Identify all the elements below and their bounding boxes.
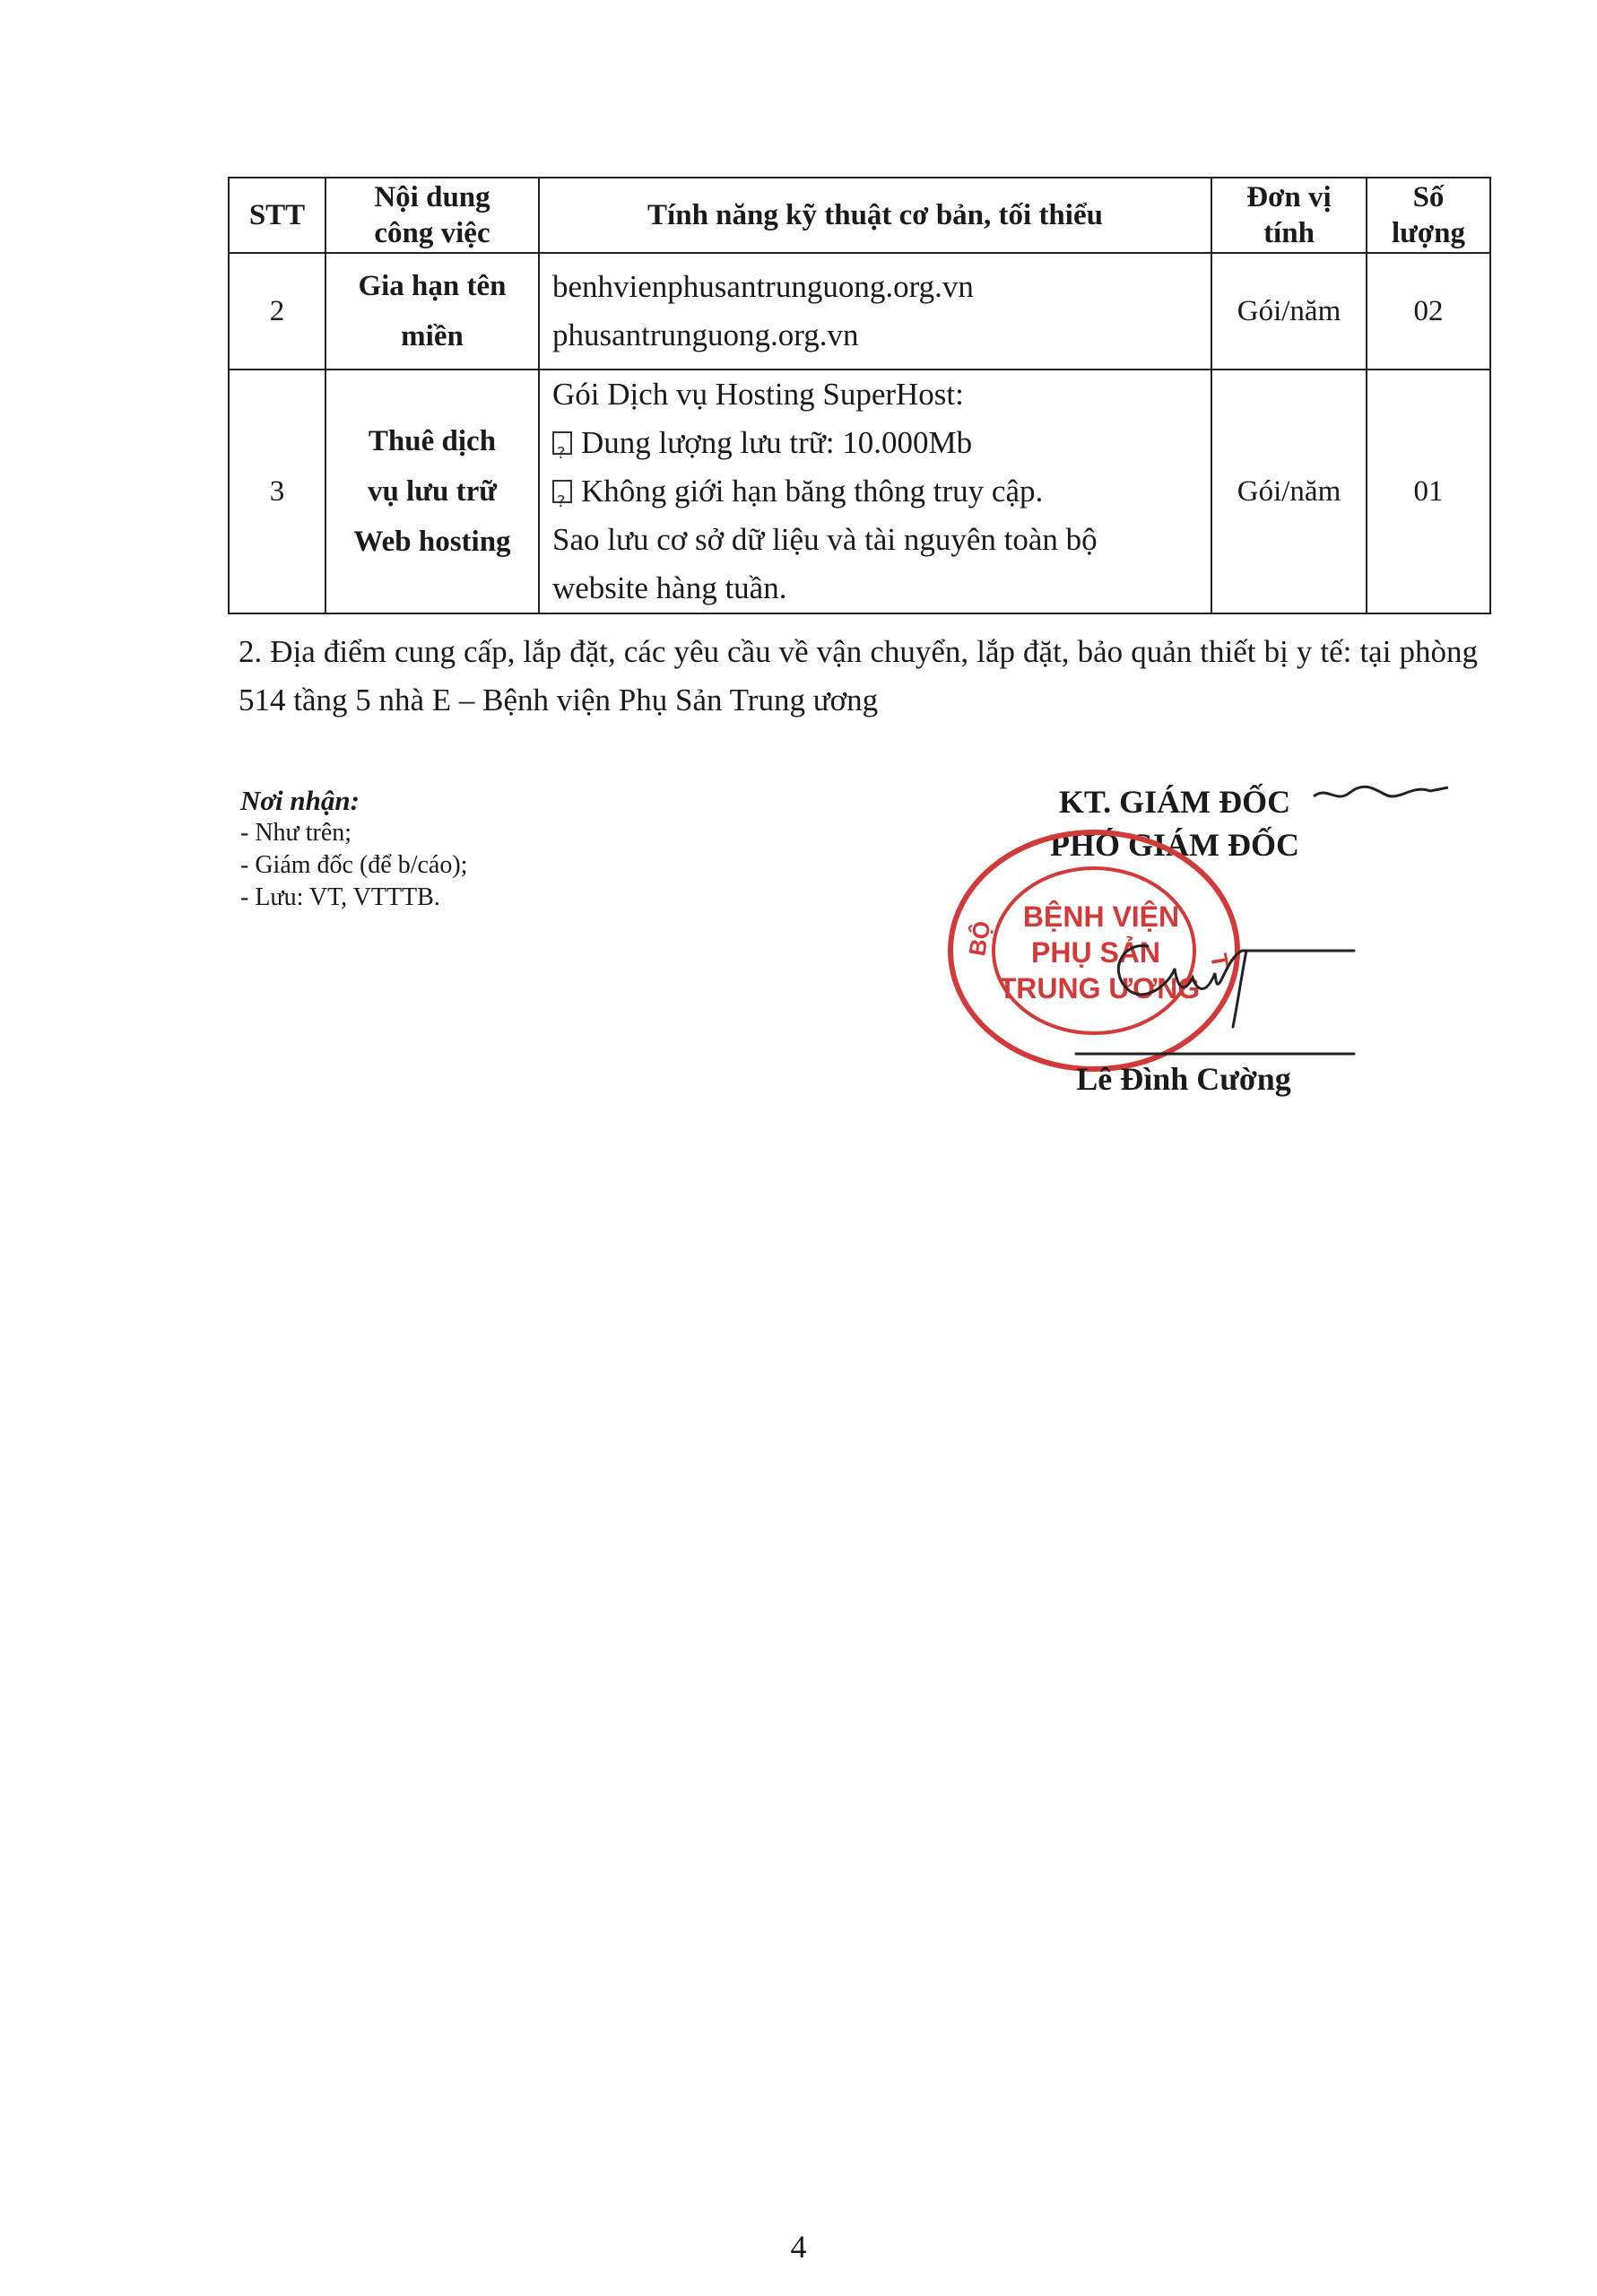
cell-unit: Gói/năm xyxy=(1211,370,1367,613)
header-task-line: công việc xyxy=(374,217,490,249)
cell-stt: 3 xyxy=(229,370,325,613)
spec-intro: Gói Dịch vụ Hosting SuperHost: xyxy=(552,377,964,412)
cell-task xyxy=(325,253,539,370)
location-paragraph: 2. Địa điểm cung cấp, lắp đặt, các yêu cầu về vận chuyển, lắp đặt, bảo quản thiết bị y tế: tại phòng 514 tầng 5 nhà E – Bệnh viện Phụ Sản Trung ương xyxy=(239,634,1478,718)
header-unit-line: Đơn vị xyxy=(1246,181,1332,213)
header-unit-line: tính xyxy=(1263,217,1315,249)
cell-task xyxy=(325,370,539,613)
stamp-line: TRUNG ƯƠNG xyxy=(998,972,1201,1004)
task-line: miền xyxy=(401,320,464,352)
header-spec: Tính năng kỹ thuật cơ bản, tối thiểu xyxy=(539,178,1211,253)
spec-bullet xyxy=(552,467,1211,516)
recipient-item: - Lưu: VT, VTTTB. xyxy=(240,883,440,911)
table-header-row xyxy=(229,178,1490,253)
stamp-line: BỆNH VIỆN xyxy=(1022,900,1180,933)
cell-unit: Gói/năm xyxy=(1211,253,1367,370)
domain-name: phusantrunguong.org.vn xyxy=(552,317,859,352)
table-row xyxy=(229,253,1490,370)
header-stt: STT xyxy=(229,178,325,253)
handwritten-signature-icon xyxy=(1058,906,1381,1085)
header-qty-line: lượng xyxy=(1391,217,1466,249)
placeholder-box-icon xyxy=(552,480,572,503)
cell-stt: 2 xyxy=(229,253,325,370)
stamp-left-text: BỘ xyxy=(963,918,996,959)
placeholder-box-icon xyxy=(552,431,572,455)
spec-tail: Sao lưu cơ sở dữ liệu và tài nguyên toàn bộ xyxy=(552,522,1098,557)
cell-spec xyxy=(539,370,1211,613)
table-row xyxy=(229,370,1490,613)
page-number: 4 xyxy=(790,2229,807,2265)
spec-bullet xyxy=(552,419,1211,467)
cell-spec xyxy=(539,253,1211,370)
domain-name: benhvienphusantrunguong.org.vn xyxy=(552,269,974,304)
signature-title-line1: KT. GIÁM ĐỐC xyxy=(1058,784,1291,820)
header-qty xyxy=(1367,178,1490,253)
spec-bullet-text: Dung lượng lưu trữ: 10.000Mb xyxy=(581,425,973,460)
spec-bullet-text: Không giới hạn băng thông truy cập. xyxy=(581,474,1044,509)
recipients-title: Nơi nhận: xyxy=(240,785,360,816)
cell-qty: 01 xyxy=(1367,370,1490,613)
spec-table xyxy=(228,177,1491,614)
task-line: Thuê dịch xyxy=(368,425,497,457)
signer-name: Lê Đình Cường xyxy=(1076,1061,1291,1097)
spec-tail: website hàng tuần. xyxy=(552,570,787,605)
task-line: Web hosting xyxy=(353,526,511,558)
recipients-block xyxy=(240,785,467,914)
recipient-item: - Giám đốc (để b/cáo); xyxy=(240,851,468,879)
signature-title-line2: PHÓ GIÁM ĐỐC xyxy=(1050,827,1299,863)
stamp-right-text: T xyxy=(1205,951,1235,970)
cell-qty: 02 xyxy=(1367,253,1490,370)
task-line: Gia hạn tên xyxy=(358,270,507,302)
initial-flourish-icon xyxy=(1309,777,1453,813)
header-unit xyxy=(1211,178,1367,253)
stamp-line: PHỤ SẢN xyxy=(1030,936,1161,969)
recipient-item: - Như trên; xyxy=(240,819,352,847)
header-task xyxy=(325,178,539,253)
header-qty-line: Số xyxy=(1412,181,1445,213)
task-line: vụ lưu trữ xyxy=(367,475,498,508)
header-task-line: Nội dung xyxy=(374,181,490,213)
